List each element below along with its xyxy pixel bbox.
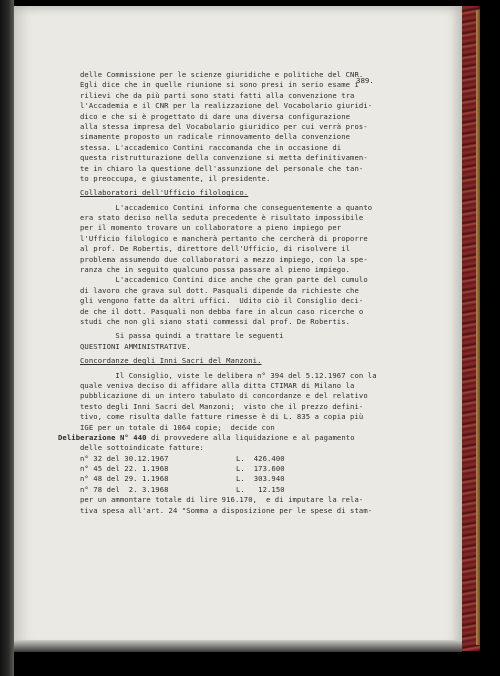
- text-line: Il Consiglio, viste le delibera n° 394 del 5.12.1967 con la: [80, 370, 377, 380]
- invoice-ref: n° 48 del 29. 1.1968: [80, 474, 169, 484]
- section-title-questioni: QUESTIONI AMMINISTRATIVE.: [80, 341, 191, 351]
- binding-shadow: [0, 0, 14, 676]
- page-number: 389.: [356, 76, 374, 85]
- text-line: testo degli Inni Sacri del Manzoni; visto che il prezzo defini-: [80, 401, 364, 411]
- text-line: delle Commissione per le scienze giuridiche e politiche del CNR.: [80, 70, 364, 79]
- text-line: stessa. L'accademico Contini raccomanda che in occasione di: [80, 142, 342, 152]
- deliberazione-text: di provvedere alla liquidazione e al pagamento: [146, 432, 355, 442]
- text-line: L'accademico Contini dice anche che gran parte del cumulo: [80, 275, 368, 285]
- invoice-row: [80, 474, 450, 484]
- text-line: questa ristrutturazione della convenzione si metta definitivamen-: [80, 153, 368, 163]
- invoice-row: [80, 454, 450, 464]
- paragraph-collaboratori: [80, 203, 450, 328]
- invoice-amount: L. 173.600: [236, 464, 285, 474]
- invoice-amount: L. 426.400: [236, 453, 285, 463]
- text-line: al prof. De Robertis, direttore dell'Ufficio, di risolvere il: [80, 244, 351, 254]
- text-line: L'accademico Contini informa che conseguentemente a quanto: [80, 202, 373, 212]
- page-body: [58, 70, 450, 516]
- text-line: delle sottoindicate fatture:: [80, 443, 204, 453]
- cover-gilt-edge: [476, 10, 480, 645]
- text-line: te in chiaro la questione dell'assunzione del personale che tan-: [80, 163, 364, 173]
- text-line: alla stessa impresa del Vocabolario giuridico per cui verrà pros-: [80, 121, 368, 131]
- invoice-amount: L. 303.940: [236, 474, 285, 484]
- text-line: de che il dott. Pasquali non debba fare in alcun caso ricerche o: [80, 306, 364, 316]
- paragraph-commissione: [80, 70, 450, 184]
- section-heading-concordanze: Concordanze degli Inni Sacri del Manzoni.: [80, 356, 262, 366]
- text-line: gli vengono fatte da altri uffici. Udito ciò il Consiglio deci-: [80, 296, 364, 306]
- text-line: era stato deciso nella seduta precedente è risultato impossibile: [80, 213, 364, 223]
- page-bottom-shadow: [14, 640, 462, 652]
- text-line: l'Ufficio filologico e mancherà pertanto che cercherà di proporre: [80, 233, 368, 243]
- text-line: dico e che si è progettato di dare una diversa configurazione: [80, 111, 351, 121]
- text-line: tiva spesa all'art. 24 "Somma a disposizione per le spese di stam-: [80, 505, 373, 515]
- text-line: IGE per un totale di 1064 copie; decide con: [80, 422, 275, 432]
- invoice-list: [80, 454, 450, 496]
- text-line: per un ammontare totale di lire 916.170, e di imputare la rela-: [80, 495, 364, 505]
- text-line: quale veniva deciso di affidare alla ditta CTIMAR di Milano la: [80, 380, 355, 390]
- text-line: simamente proposto un radicale rinnovamento della convenzione: [80, 132, 351, 142]
- deliberazione-block: [58, 433, 450, 443]
- invoice-ref: n° 32 del 30.12.1967: [80, 453, 169, 463]
- text-line: to preoccupa, e giustamente, il presidente.: [80, 173, 271, 183]
- text-line: per il momento trovare un collaboratore a pieno impiego per: [80, 223, 342, 233]
- text-line: rilievi che da più parti sono stati fatti alla convenzione tra: [80, 90, 355, 100]
- deliberazione-label: Deliberazione N° 440: [58, 432, 147, 442]
- text-line: ranza che in seguito qualcuno possa passare al pieno impiego.: [80, 265, 351, 275]
- text-line: Egli dice che in quelle riunione si sono presi in serio esame i: [80, 80, 359, 90]
- text-line: pubblicazione di un intero tabulato di concordanze e del relativo: [80, 391, 368, 401]
- invoice-ref: n° 45 del 22. 1.1968: [80, 464, 169, 474]
- invoice-ref: n° 78 del 2. 3.1968: [80, 484, 169, 494]
- text-line: Si passa quindi a trattare le seguenti: [80, 331, 284, 341]
- text-line: tivo, come risulta dalle fatture rimesse è di L. 835 a copia più: [80, 412, 364, 422]
- text-line: problema assumendo due collaboratori a mezzo impiego, con la spe-: [80, 254, 368, 264]
- invoice-amount: L. 12.150: [236, 484, 285, 494]
- text-line: di lavoro che grava sul dott. Pasquali dipende da richieste che: [80, 285, 359, 295]
- invoice-row: [80, 485, 450, 495]
- paragraph-questioni: [80, 331, 450, 352]
- text-line: l'Accademia e il CNR per la realizzazione del Vocabolario giuridi-: [80, 101, 373, 111]
- invoice-row: [80, 464, 450, 474]
- paragraph-concordanze: [80, 371, 450, 433]
- text-line: studi che non gli siano stati commessi dal prof. De Robertis.: [80, 316, 351, 326]
- section-heading-collaboratori: Collaboratori dell'Ufficio filologico.: [80, 188, 249, 198]
